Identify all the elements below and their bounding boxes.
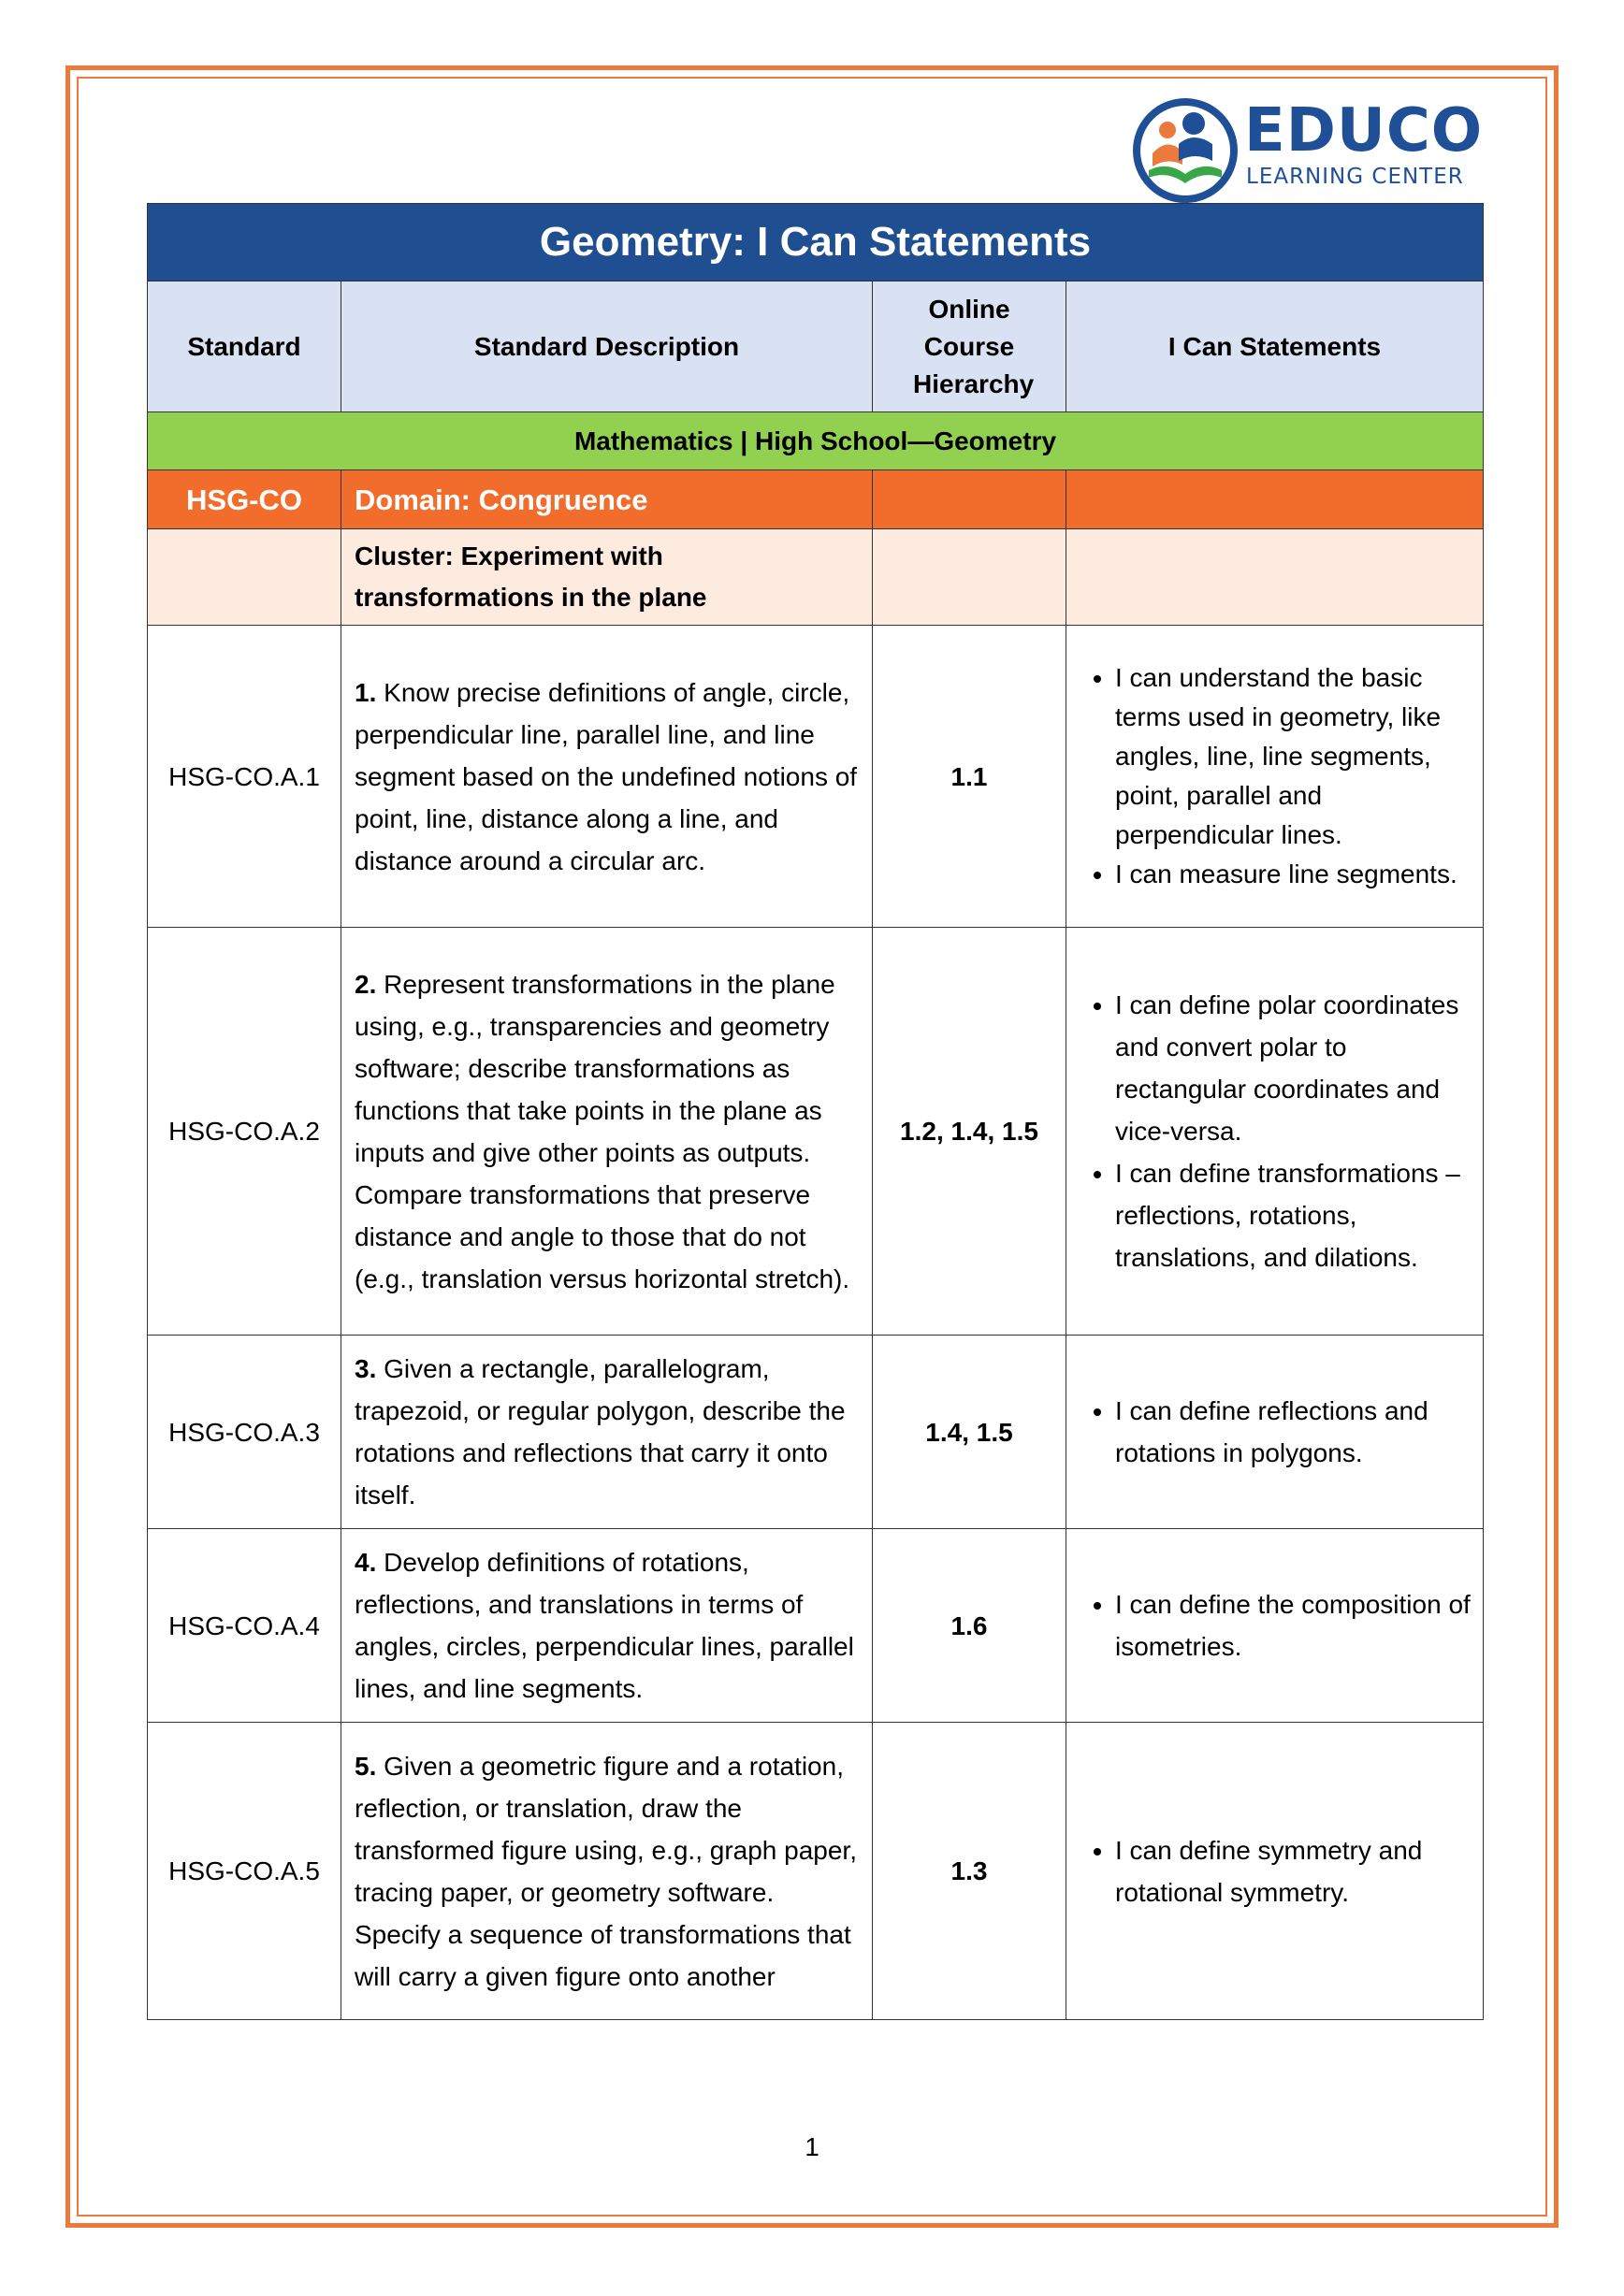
i-can-statements — [1066, 626, 1484, 928]
course-hierarchy: 1.4, 1.5 — [873, 1336, 1066, 1529]
logo-subtitle: LEARNING CENTER — [1246, 165, 1464, 189]
standard-code: HSG-CO.A.1 — [148, 626, 341, 928]
subject-label: Mathematics | High School—Geometry — [148, 412, 1484, 470]
table-row — [148, 1336, 1484, 1529]
course-hierarchy: 1.3 — [873, 1723, 1066, 2020]
educo-logo — [1130, 94, 1486, 206]
standard-code: HSG-CO.A.2 — [148, 928, 341, 1336]
list-item: • I can define symmetry and rotational symmetry. — [1115, 1829, 1475, 1913]
list-item: • I can define transformations – reflections, rotations, translations, and dilations. — [1115, 1152, 1475, 1278]
list-item: • I can define polar coordinates and convert polar to rectangular coordinates and vice-versa. — [1115, 984, 1475, 1152]
logo-emblem-icon — [1130, 95, 1240, 206]
standard-description: 1. Know precise definitions of angle, circle, perpendicular line, parallel line, and line segment based on the undefined notions of point, line, distance along a line, and distance around a circular arc. — [341, 626, 873, 928]
standard-description: 3. Given a rectangle, parallelogram, trapezoid, or regular polygon, describe the rotations and reflections that carry it onto itself. — [341, 1336, 873, 1529]
table-row — [148, 1723, 1484, 2020]
logo-title: EDUCO — [1244, 96, 1484, 166]
i-can-statements — [1066, 1336, 1484, 1529]
cluster-row — [148, 529, 1484, 626]
list-item: • I can understand the basic terms used in geometry, like angles, line, line segments, point, parallel and perpendicular lines. — [1115, 658, 1475, 855]
domain-name: Domain: Congruence — [341, 470, 873, 529]
standard-code: HSG-CO.A.4 — [148, 1529, 341, 1723]
i-can-statements-table — [147, 203, 1484, 2020]
standard-description: 4. Develop definitions of rotations, reflections, and translations in terms of angles, circles, perpendicular lines, parallel lines, and line segments. — [341, 1529, 873, 1723]
i-can-statements — [1066, 1723, 1484, 2020]
header-i-can: I Can Statements — [1066, 282, 1484, 412]
table-row — [148, 1529, 1484, 1723]
header-standard: Standard — [148, 282, 341, 412]
page-number: 1 — [805, 2132, 819, 2161]
standard-code: HSG-CO.A.3 — [148, 1336, 341, 1529]
subject-row — [148, 412, 1484, 470]
i-can-statements — [1066, 1529, 1484, 1723]
table-title: Geometry: I Can Statements — [148, 204, 1484, 282]
course-hierarchy: 1.1 — [873, 626, 1066, 928]
list-item: • I can measure line segments. — [1115, 855, 1475, 894]
list-item: • I can define reflections and rotations in polygons. — [1115, 1390, 1475, 1474]
domain-row — [148, 470, 1484, 529]
course-hierarchy: 1.2, 1.4, 1.5 — [873, 928, 1066, 1336]
standard-description: 5. Given a geometric figure and a rotation, reflection, or translation, draw the transformed figure using, e.g., graph paper, tracing paper, or geometry software. Specify a sequence of transformations that will carry a given figure onto another — [341, 1723, 873, 2020]
header-hierarchy: Online Course Hierarchy — [873, 282, 1066, 412]
table-title-row — [148, 204, 1484, 282]
course-hierarchy: 1.6 — [873, 1529, 1066, 1723]
header-description: Standard Description — [341, 282, 873, 412]
standard-code: HSG-CO.A.5 — [148, 1723, 341, 2020]
standard-description: 2. Represent transformations in the plane using, e.g., transparencies and geometry software; describe transformations as functions that take points in the plane as inputs and give other points as outputs. Compare transformations that preserve distance and angle to those that do not (e.g., translation versus horizontal stretch). — [341, 928, 873, 1336]
header-row — [148, 282, 1484, 412]
table-row — [148, 626, 1484, 928]
table-row — [148, 928, 1484, 1336]
i-can-statements — [1066, 928, 1484, 1336]
list-item: • I can define the composition of isometries. — [1115, 1583, 1475, 1668]
domain-code: HSG-CO — [148, 470, 341, 529]
cluster-name: Cluster: Experiment with transformations in the plane — [341, 529, 873, 626]
